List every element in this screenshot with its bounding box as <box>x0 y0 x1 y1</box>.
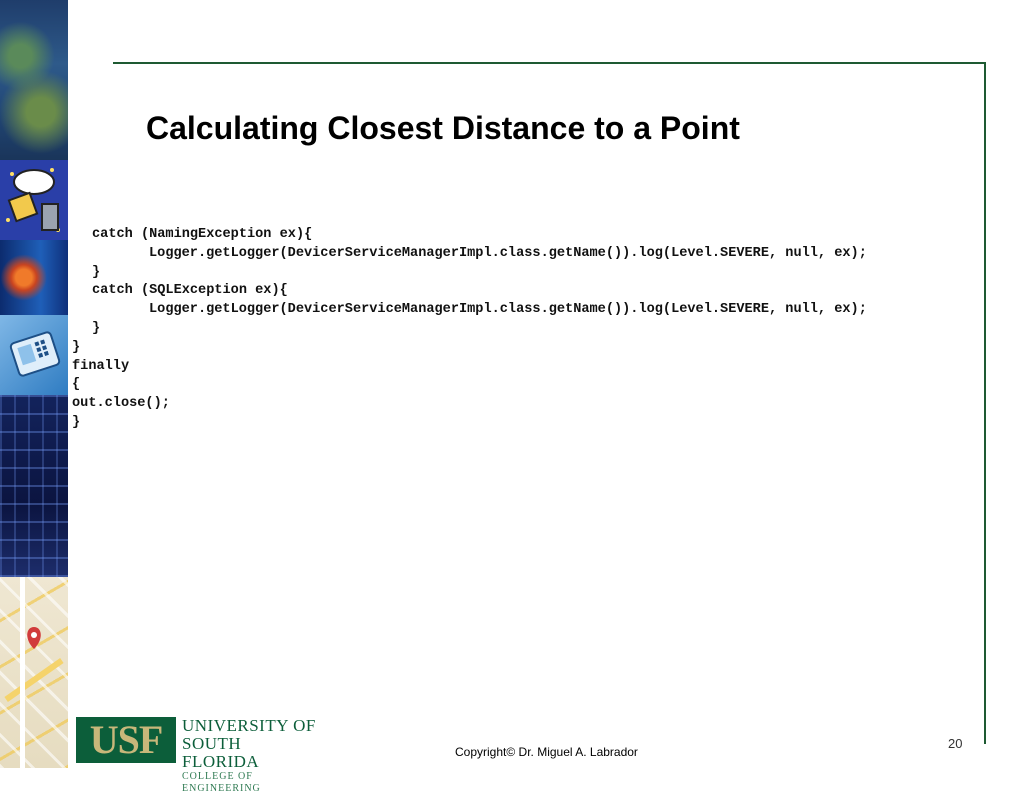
logo-line-university: UNIVERSITY OF <box>182 716 316 735</box>
usf-logo-mark: USF <box>76 717 176 763</box>
code-line: } <box>92 264 101 280</box>
code-line: finally <box>72 358 130 374</box>
phone-icon <box>0 315 68 395</box>
earth-satellite-image <box>0 0 68 160</box>
map-pin-icon <box>0 577 68 768</box>
frame-right-rule <box>984 62 986 744</box>
code-line: out.close(); <box>72 396 170 412</box>
logo-line-college: COLLEGE OF ENGINEERING <box>182 771 261 794</box>
code-line: Logger.getLogger(DevicerServiceManagerImpl.class.getName()).log(Level.SEVERE, null, ex); <box>149 302 867 318</box>
brain-scan-image <box>0 240 68 315</box>
usf-logo <box>76 716 321 794</box>
mobile-phone-image <box>0 315 68 395</box>
code-line: catch (NamingException ex){ <box>92 227 313 242</box>
street-map-image <box>0 577 68 768</box>
copyright-text: Copyright© Dr. Miguel A. Labrador <box>455 745 638 759</box>
code-line: Logger.getLogger(DevicerServiceManagerImpl.class.getName()).log(Level.SEVERE, null, ex); <box>149 245 867 261</box>
usf-logo-text <box>182 717 321 795</box>
code-line: } <box>72 414 81 430</box>
code-line: { <box>72 377 81 393</box>
satellite-cartoon-image <box>0 160 68 240</box>
satellite-icon <box>0 160 68 240</box>
decorative-image-strip <box>0 0 68 768</box>
frame-top-rule <box>113 62 986 64</box>
code-line: } <box>72 339 81 355</box>
circuit-board-image <box>0 395 68 577</box>
code-line: catch (SQLException ex){ <box>92 283 288 299</box>
page-number: 20 <box>948 736 963 751</box>
code-block <box>72 226 867 433</box>
slide-title: Calculating Closest Distance to a Point <box>146 110 740 146</box>
code-line: } <box>92 320 101 336</box>
logo-line-south-florida: SOUTH FLORIDA <box>182 734 260 771</box>
